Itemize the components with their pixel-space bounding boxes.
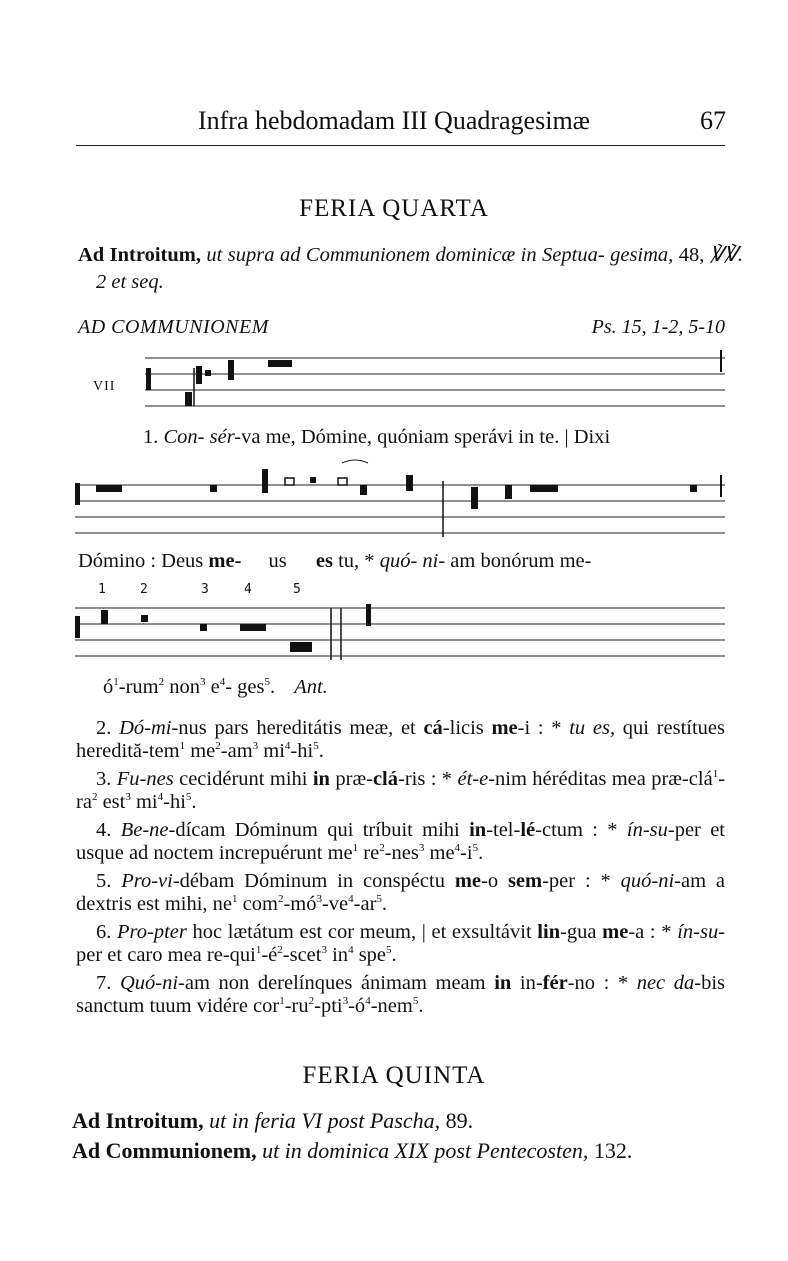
verse-4 — [76, 819, 725, 865]
lyrics-line-3 — [78, 676, 725, 699]
running-header-title: Infra hebdomadam III Quadragesimæ — [197, 106, 591, 135]
lyric-segment: am bonórum me- — [450, 550, 592, 572]
verse-7 — [76, 972, 725, 1018]
antiphon-label: Ant. — [294, 676, 328, 698]
verse-5 — [76, 870, 725, 916]
quinta-introit-page: 89. — [445, 1108, 474, 1133]
cadence-number: 3 — [201, 582, 209, 597]
quinta-communion-page: 132. — [593, 1138, 633, 1163]
do-clef-icon — [75, 616, 80, 638]
quinta-introit — [72, 1108, 722, 1134]
verse-text: Dó-mi-nus pars hereditátis meæ, et cá-licis me-i : * tu es, qui restítues heredită-tem$^1$ $me^2-am^3$ $mi^4-hi^5$. — [76, 717, 726, 762]
verse-number: 6. — [96, 921, 112, 943]
page-number: 67 — [700, 106, 726, 135]
lyrics-line-1 — [78, 426, 725, 449]
lyric-segment: - ges — [225, 676, 265, 698]
cadence-number: 5 — [293, 582, 301, 597]
introit-text-2: gesima, — [610, 244, 674, 266]
do-clef-icon — [146, 368, 151, 390]
chant-staff-3 — [0, 590, 788, 670]
cadence-marker: 5 — [264, 676, 270, 689]
cadence-number: 4 — [244, 582, 252, 597]
lyric-segment: Dómino : Deus — [78, 550, 209, 572]
lyric-segment: us — [268, 550, 287, 572]
quinta-communion-text: ut in dominica XIX post Pentecosten, — [262, 1138, 589, 1163]
lyric-segment: -rum — [118, 676, 159, 698]
chant-staff-1 — [0, 340, 788, 430]
verse-number: 7. — [96, 972, 112, 994]
verse-number: 3. — [96, 768, 112, 790]
verse-text: Pro-pter hoc lætátum est cor meum, | et exsultávit lin-gua me-a : * ín-su-per et caro mea $re-qui^1-é^2-scet^3$ $in^4$ spe$^5$. — [76, 921, 726, 966]
lyric-accent: me- — [208, 550, 242, 572]
introit-versicles: ℣℣. 2 et seq. — [96, 244, 744, 293]
cadence-marker: 1 — [113, 676, 119, 689]
quinta-communion-label: Ad Communionem, — [72, 1138, 257, 1163]
do-clef-icon — [75, 483, 80, 505]
quinta-introit-label: Ad Introitum, — [72, 1108, 204, 1133]
lyric-accent: es — [315, 550, 333, 572]
verse-6 — [76, 921, 725, 967]
cadence-number: 2 — [140, 582, 148, 597]
lyric-rest: va me, Dómine, quóniam sperávi in te. | Dixi — [241, 426, 611, 448]
verse-text: Be-ne-dícam Dóminum qui tríbuit mihi in-tel-lé-ctum : * ín-su-per et usque ad noctem increpuérunt $me^1$ $re^2-nes^3$ $me^4-i^5$. — [76, 819, 725, 864]
lyric-segment: e — [205, 676, 220, 698]
lyric-segment: tu, * — [338, 550, 375, 572]
lyric-italic: quó- ni- — [379, 550, 446, 572]
introit-page-ref: 48, — [678, 244, 705, 266]
feria-quarta-heading: FERIA QUARTA — [299, 195, 489, 222]
quinta-introit-text: ut in feria VI post Pascha, — [209, 1108, 441, 1133]
verse-3 — [76, 768, 725, 814]
cadence-number: 1 — [98, 582, 106, 597]
introit-label: Ad Introitum, — [78, 244, 201, 266]
cadence-marker: 4 — [219, 676, 226, 689]
chant-staff-2 — [0, 455, 788, 540]
lyrics-line-2 — [78, 550, 725, 573]
quinta-communion — [72, 1138, 722, 1164]
feria-quinta-heading: FERIA QUINTA — [302, 1062, 486, 1089]
lyric-intonation: Con- sér- — [163, 426, 242, 448]
verse-2 — [76, 717, 725, 763]
header-rule — [76, 145, 725, 146]
verse-number: 2. — [96, 717, 112, 739]
cadence-marker: 2 — [158, 676, 165, 689]
lyric-segment: non — [164, 676, 200, 698]
verse-text: Pro-vi-débam Dóminum in conspéctu me-o sem-per : * quó-ni-am a dextris est mihi, $ne^1$ $com^2-mó^3-ve^4-ar^5$. — [76, 870, 725, 915]
lyric-segment: . — [270, 676, 276, 698]
verse-number: 5. — [96, 870, 112, 892]
verse-number: 1. — [143, 426, 159, 448]
verse-number: 4. — [96, 819, 112, 841]
psalm-reference: Ps. 15, 1-2, 5-10 — [591, 316, 725, 338]
verse-text: Quó-ni-am non derelínques ánimam meam in in-fér-no : * nec da-bis sanctum tuum vidére $cor^1-ru^2-pti^3-ó^4-nem^5$. — [76, 972, 725, 1017]
cadence-marker: 3 — [199, 676, 206, 689]
chant-mode: VII — [93, 379, 116, 394]
lyric-segment: ó — [103, 676, 114, 698]
communion-heading: AD COMMUNIONEM — [78, 316, 269, 338]
introit-instruction — [78, 242, 743, 296]
verse-text: Fu-nes cecidérunt mihi in præ-clá-ris : * ét-e-nim héréditas mea præ-$clá^1-ra^2$ est$^3$ $mi^4-hi^5$. — [76, 768, 726, 813]
introit-text-1: ut supra ad Communionem dominicæ in Septua- — [206, 244, 605, 266]
